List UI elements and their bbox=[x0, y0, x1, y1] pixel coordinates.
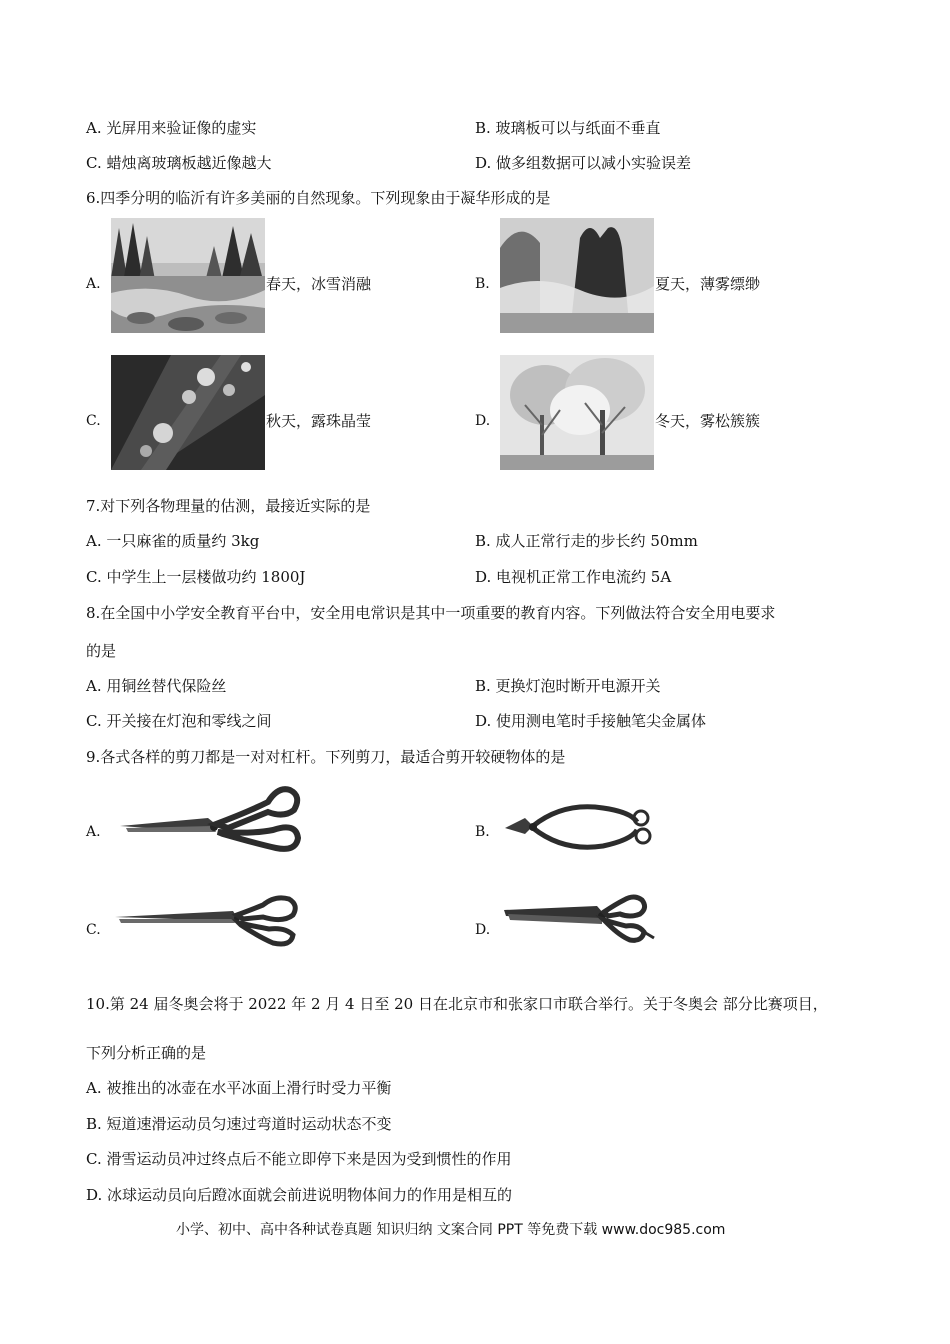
q8-option-b: B. 更换灯泡时断开电源开关 bbox=[475, 677, 661, 695]
q8-option-a: A. 用铜丝替代保险丝 bbox=[86, 677, 227, 695]
q9-label-c: C. bbox=[86, 922, 101, 938]
q7-option-a: A. 一只麻雀的质量约 3kg bbox=[86, 532, 260, 550]
q9-label-d: D. bbox=[475, 922, 491, 938]
q7-option-d: D. 电视机正常工作电流约 5A bbox=[475, 568, 672, 586]
q10-option-b: B. 短道速滑运动员匀速过弯道时运动状态不变 bbox=[86, 1115, 392, 1133]
q10-stem-line1: 10.第 24 届冬奥会将于 2022 年 2 月 4 日至 20 日在北京市和张家口市联合举行。关于冬奥会 部分比赛项目， bbox=[86, 995, 828, 1013]
q6-photo-a-snow-melting bbox=[111, 218, 265, 333]
q6-photo-c-dewdrops bbox=[111, 355, 265, 470]
q5-option-d: D. 做多组数据可以减小实验误差 bbox=[475, 154, 692, 172]
q6-label-a: A. bbox=[86, 276, 101, 292]
q5-option-c: C. 蜡烛离玻璃板越近像越大 bbox=[86, 154, 272, 172]
q5-option-a: A. 光屏用来验证像的虚实 bbox=[86, 119, 257, 137]
q10-option-a: A. 被推出的冰壶在水平冰面上滑行时受力平衡 bbox=[86, 1079, 392, 1097]
q9-label-b: B. bbox=[475, 824, 490, 840]
q10-option-c: C. 滑雪运动员冲过终点后不能立即停下来是因为受到惯性的作用 bbox=[86, 1150, 512, 1168]
q10-option-d: D. 冰球运动员向后蹬冰面就会前进说明物体间力的作用是相互的 bbox=[86, 1186, 513, 1204]
q6-caption-b: 夏天，薄雾缥缈 bbox=[655, 275, 761, 293]
q9-label-a: A. bbox=[86, 824, 101, 840]
q7-option-c: C. 中学生上一层楼做功约 1800J bbox=[86, 568, 306, 586]
q5-option-b: B. 玻璃板可以与纸面不垂直 bbox=[475, 119, 661, 137]
q6-label-c: C. bbox=[86, 413, 101, 429]
q8-option-d: D. 使用测电笔时手接触笔尖金属体 bbox=[475, 712, 707, 730]
q8-option-c: C. 开关接在灯泡和零线之间 bbox=[86, 712, 272, 730]
q9-stem: 9.各式各样的剪刀都是一对对杠杆。下列剪刀，最适合剪开较硬物体的是 bbox=[86, 748, 566, 766]
q9-scissors-d-icon bbox=[502, 890, 660, 946]
q9-scissors-a-icon bbox=[118, 782, 304, 854]
q10-stem-line2: 下列分析正确的是 bbox=[86, 1044, 207, 1062]
q6-caption-c: 秋天，露珠晶莹 bbox=[266, 412, 372, 430]
q8-stem-line2: 的是 bbox=[86, 642, 117, 660]
q6-photo-b-mist-mountain bbox=[500, 218, 654, 333]
q6-label-b: B. bbox=[475, 276, 490, 292]
q6-photo-d-rime-trees bbox=[500, 355, 654, 470]
q8-stem-line1: 8.在全国中小学安全教育平台中，安全用电常识是其中一项重要的教育内容。下列做法符合安全用电要求 bbox=[86, 604, 776, 622]
q6-stem: 6.四季分明的临沂有许多美丽的自然现象。下列现象由于凝华形成的是 bbox=[86, 189, 551, 207]
q6-caption-a: 春天，冰雪消融 bbox=[266, 275, 372, 293]
q9-scissors-c-icon bbox=[113, 893, 301, 949]
q9-scissors-b-icon bbox=[503, 800, 653, 860]
q6-caption-d: 冬天，雾松簇簇 bbox=[655, 412, 761, 430]
q7-option-b: B. 成人正常行走的步长约 50mm bbox=[475, 532, 698, 550]
q6-label-d: D. bbox=[475, 413, 491, 429]
q7-stem: 7.对下列各物理量的估测，最接近实际的是 bbox=[86, 497, 371, 515]
page-footer: 小学、初中、高中各种试卷真题 知识归纳 文案合同 PPT 等免费下载 www.doc985.com bbox=[176, 1222, 726, 1238]
